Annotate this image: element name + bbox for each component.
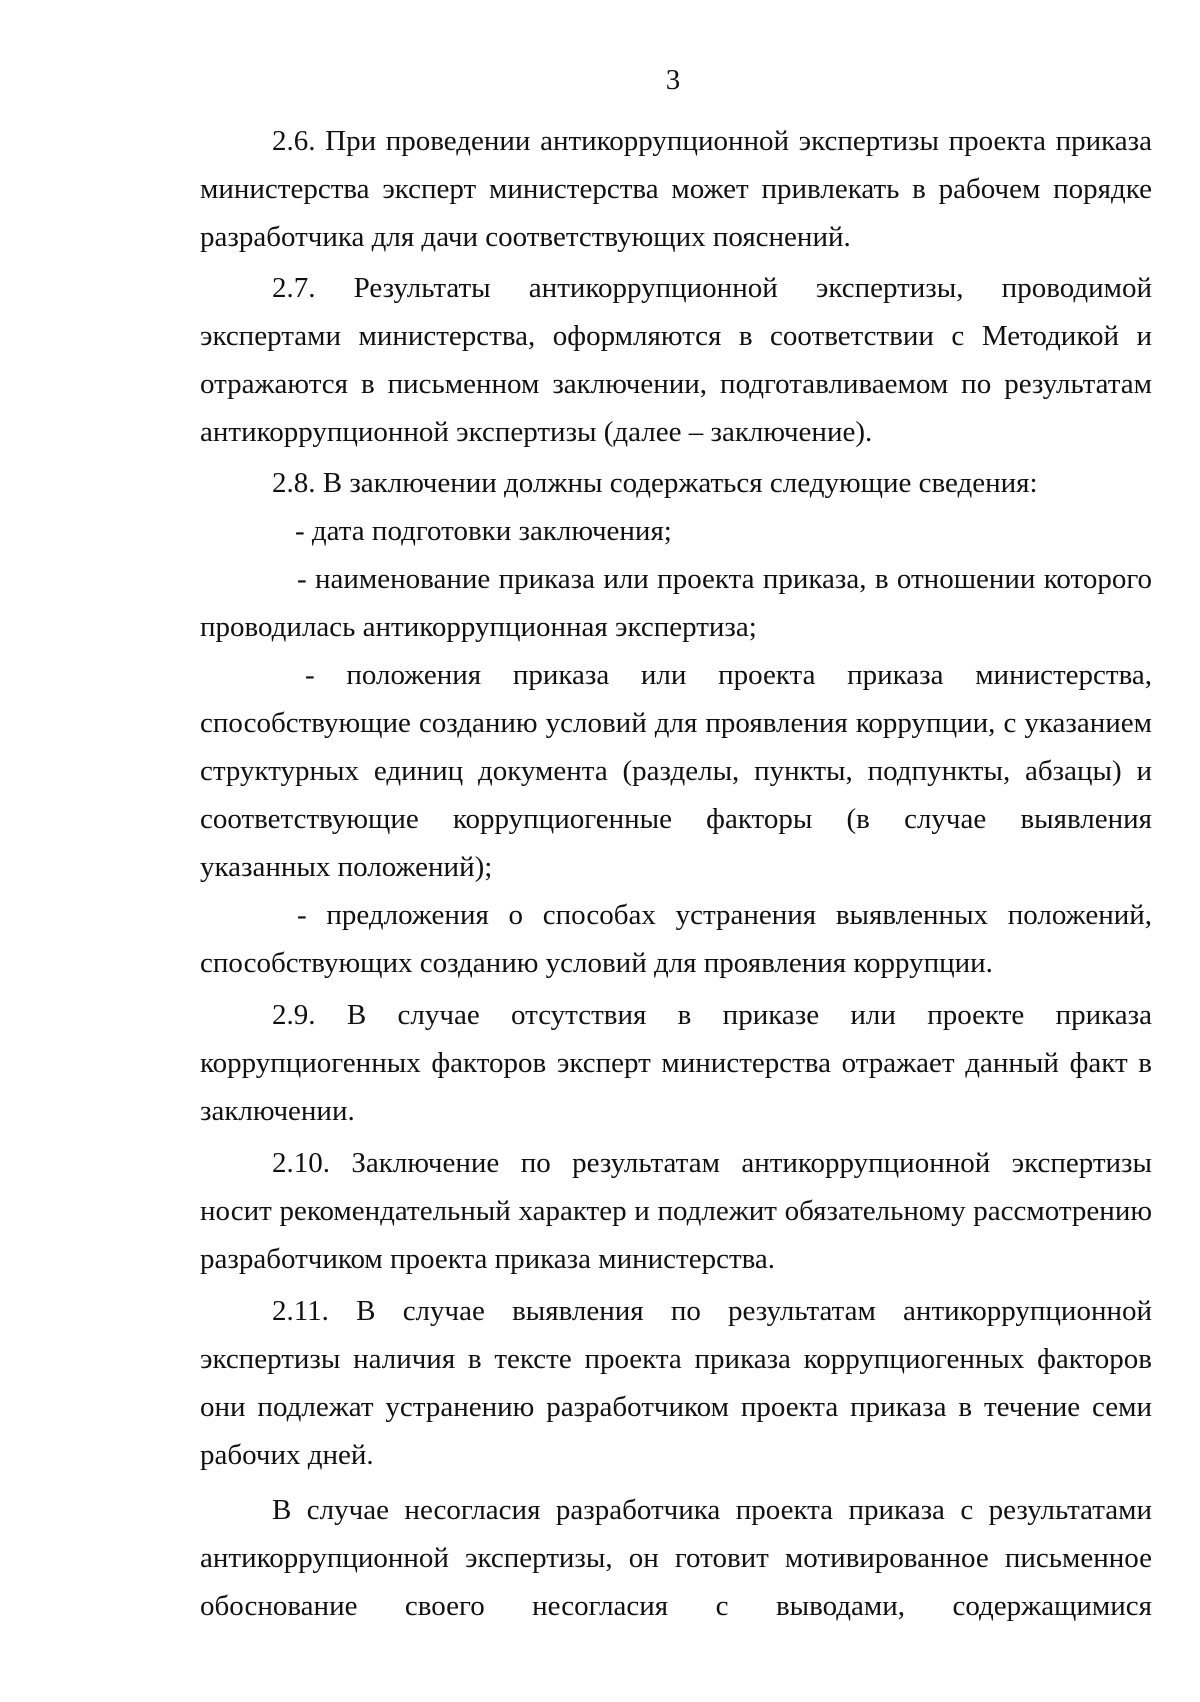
paragraph-2-7: 2.7. Результаты антикоррупционной экспертизы, проводимой экспертами министерства, оформляются в соответствии с Методикой и отражаются в письменном заключении, подготавливаемом по результатам антикоррупционной экспертизы (далее – заключение). — [200, 272, 1152, 448]
list-item-date: - дата подготовки заключения; — [295, 515, 672, 547]
page-number: 3 — [665, 64, 681, 96]
paragraph-2-9: 2.9. В случае отсутствия в приказе или проекте приказа коррупциогенных факторов эксперт министерства отражает данный факт в заключении. — [200, 999, 1152, 1127]
paragraph-2-10: 2.10. Заключение по результатам антикоррупционной экспертизы носит рекомендательный характер и подлежит обязательному рассмотрению разработчиком проекта приказа министерства. — [200, 1147, 1152, 1275]
paragraph-2-8: 2.8. В заключении должны содержаться следующие сведения: — [272, 467, 1038, 499]
paragraph-disagreement: В случае несогласия разработчика проекта приказа с результатами антикоррупционной экспертизы, он готовит мотивированное письменное обоснование своего несогласия с выводами, содержащимися — [200, 1494, 1152, 1622]
list-item-proposals: - предложения о способах устранения выявленных положений, способствующих созданию условий для проявления коррупции. — [200, 899, 1152, 979]
paragraph-2-11: 2.11. В случае выявления по результатам антикоррупционной экспертизы наличия в тексте проекта приказа коррупциогенных факторов они подлежат устранению разработчиком проекта приказа в течение семи рабочих дней. — [200, 1295, 1152, 1471]
list-item-provisions: - положения приказа или проекта приказа министерства, способствующие созданию условий для проявления коррупции, с указанием структурных единиц документа (разделы, пункты, подпункты, абзацы) и соответствующие коррупциогенные факторы (в случае выявления указанных положений); — [200, 659, 1152, 883]
document-body — [200, 117, 1152, 1630]
list-item-name: - наименование приказа или проекта приказа, в отношении которого проводилась антикоррупционная экспертиза; — [200, 563, 1152, 643]
paragraph-2-6: 2.6. При проведении антикоррупционной экспертизы проекта приказа министерства эксперт министерства может привлекать в рабочем порядке разработчика для дачи соответствующих пояснений. — [200, 125, 1152, 253]
